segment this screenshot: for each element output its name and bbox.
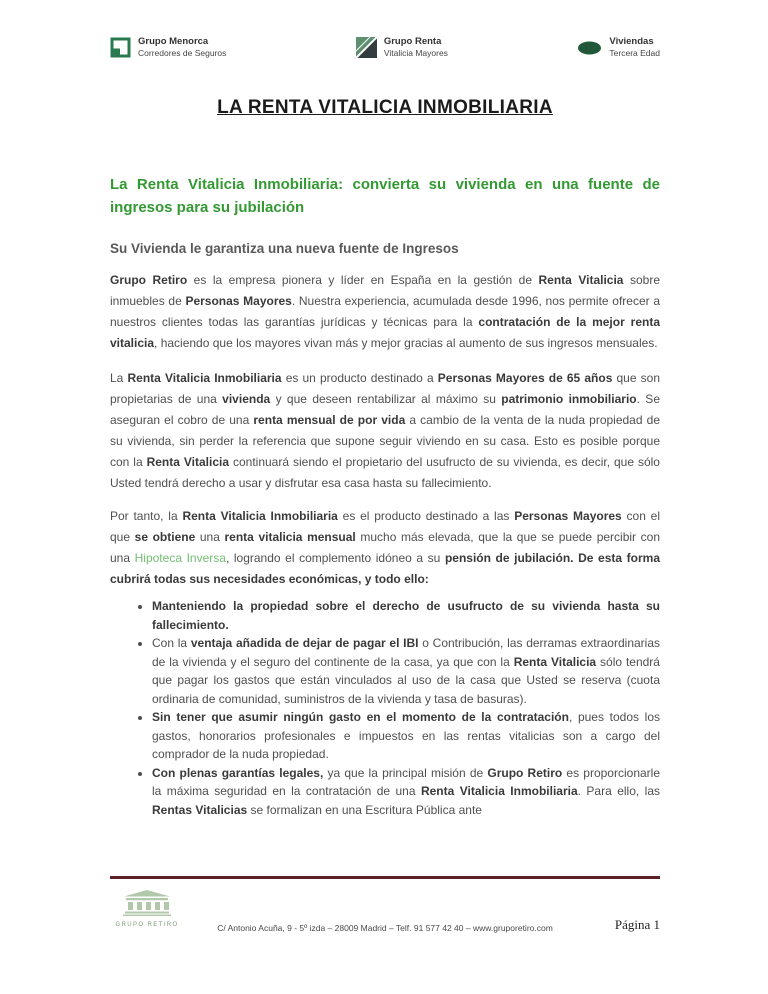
list-item [152,597,660,634]
logo-grupo-menorca [110,36,226,59]
text-run: Con la [152,636,191,651]
document-title: LA RENTA VITALICIA INMOBILIARIA [217,97,553,119]
section-subheading: Su Vivienda le garantiza una nueva fuente de Ingresos [110,241,459,257]
text-run: Renta Vitalicia Inmobiliaria [420,784,578,799]
text-run: es un producto destinado a [281,371,438,386]
logo-subtitle: Tercera Edad [609,48,660,59]
text-run: Renta Vitalicia Inmobiliaria [127,371,282,386]
logo-text [609,36,660,59]
text-run: sobre inmuebles de [110,273,660,309]
text-run: Grupo Retiro [487,765,563,780]
footer-row [110,879,660,939]
footer-address: C/ Antonio Acuña, 9 - 5º izda – 28009 Madrid – Telf. 91 577 42 40 – www.gruporetiro.com [217,923,553,933]
text-run: es el producto destinado a las [337,509,515,524]
text-run: es la empresa pionera y líder en España en la gestión de [187,273,539,288]
grupo-retiro-logo-text: GRUPO RETIRO [115,922,179,928]
logo-name: Grupo Renta [383,36,442,47]
list-item [152,634,660,708]
text-run: . De esta forma cubrirá todas sus necesidades económicas, y todo ello: [110,551,660,587]
text-run: . Para ello, las [577,784,660,799]
grupo-retiro-building-icon [116,890,178,916]
paragraph-3 [110,506,660,590]
logo-text [138,36,226,59]
logo-name: Grupo Menorca [138,36,209,47]
text-run: Renta Vitalicia Inmobiliaria [182,509,338,524]
paragraph-1 [110,270,660,354]
text-run: que son propietarias de una [110,371,660,407]
logo-name: Viviendas [609,36,654,47]
text-run: o Contribución, las derramas extraordinarias de la vivienda y el seguro del continente de la casa, ya que con la [152,636,661,669]
text-run: es proporcionarle la máxima seguridad en la contratación de una [152,765,660,799]
hipoteca-inversa-link[interactable]: Hipoteca Inversa [134,551,226,566]
text-run: pensión de jubilación [444,551,571,566]
text-run: sólo tendrá que pagar los gastos que están vinculados al uso de la casa que Usted se reserva (cuota ordinaria de comunidad, suministros de la vivienda y tasa de basuras). [152,654,660,706]
text-run: , logrando el complemento idóneo a su [225,551,445,566]
grupo-menorca-square-icon [110,37,131,58]
logo-grupo-renta [356,36,448,59]
text-run: La [110,371,128,386]
list-item [152,708,660,764]
logo-subtitle: Corredores de Seguros [138,48,227,59]
text-run: . Se aseguran el cobro de una [110,392,660,428]
header-logos [110,0,660,59]
viviendas-ellipse-icon [577,39,602,57]
text-run: Con plenas garantías legales, [152,765,324,780]
text-run: Grupo Retiro [110,273,188,288]
text-run: una [195,530,225,545]
text-run: , haciendo que los mayores vivan más y mejor gracias al aumento de sus ingresos mensuales. [154,336,658,351]
text-run: con el que [110,509,661,545]
text-run: mucho más elevada, que la que se puede percibir con una [110,530,660,566]
text-run: ya que la principal misión de [323,765,488,780]
logo-subtitle: Vitalicia Mayores [383,48,448,59]
text-run: renta mensual de por vida [253,413,406,428]
text-run: Sin tener que asumir ningún gasto en el momento de la contratación [152,710,569,725]
text-run: Manteniendo la propiedad sobre el derecho de usufructo de su vivienda hasta su fallecimiento. [152,599,660,632]
text-run: se formalizan en una Escritura Pública ante [247,802,482,817]
text-run: Renta Vitalicia [513,654,597,669]
text-run: y que deseen rentabilizar al máximo su [270,392,502,407]
page-footer [110,876,660,939]
text-run: . Nuestra experiencia, acumulada desde 1996, nos permite ofrecer a nuestros clientes todas las garantías jurídicas y técnicas para la [110,294,660,330]
text-run: Personas Mayores de 65 años [437,371,613,386]
page-number: Página 1 [614,917,660,932]
text-run: , pues todos los gastos, honorarios profesionales e impuestos en las rentas vitalicias son a cargo del comprador de la nuda propiedad. [152,710,660,762]
text-run: a cambio de la venta de la nuda propiedad de su vivienda, sin perder la referencia que supone seguir viviendo en su casa. Esto es posible porque con la [110,413,661,470]
text-run: Renta Vitalicia [146,455,230,470]
grupo-renta-diagonal-icon [356,37,377,58]
text-run: patrimonio inmobiliario [501,392,637,407]
text-run: Rentas Vitalicias [152,802,248,817]
intro-heading: La Renta Vitalicia Inmobiliaria: convierta su vivienda en una fuente de ingresos para su jubilación [110,176,660,217]
logo-viviendas-tercera-edad [577,36,660,59]
text-run: renta vitalicia mensual [224,530,356,545]
paragraph-2 [110,368,660,494]
logo-text [384,36,448,59]
text-run: Personas Mayores [185,294,292,309]
text-run: Renta Vitalicia [538,273,624,288]
text-run: contratación de la mejor renta vitalicia [110,315,660,351]
text-run: se obtiene [134,530,196,545]
text-run: continuará siendo el propietario del usufructo de su vivienda, es decir, que sólo Usted tendrá derecho a usar y disfrutar esa casa hasta su fallecimiento. [110,455,660,491]
text-run: Por tanto, la [110,509,183,524]
text-run: vivienda [222,392,271,407]
text-run: Personas Mayores [514,509,622,524]
grupo-retiro-logo [112,890,182,928]
benefits-list [110,597,660,819]
list-item [152,764,660,820]
text-run: ventaja añadida de dejar de pagar el IBI [190,636,419,651]
